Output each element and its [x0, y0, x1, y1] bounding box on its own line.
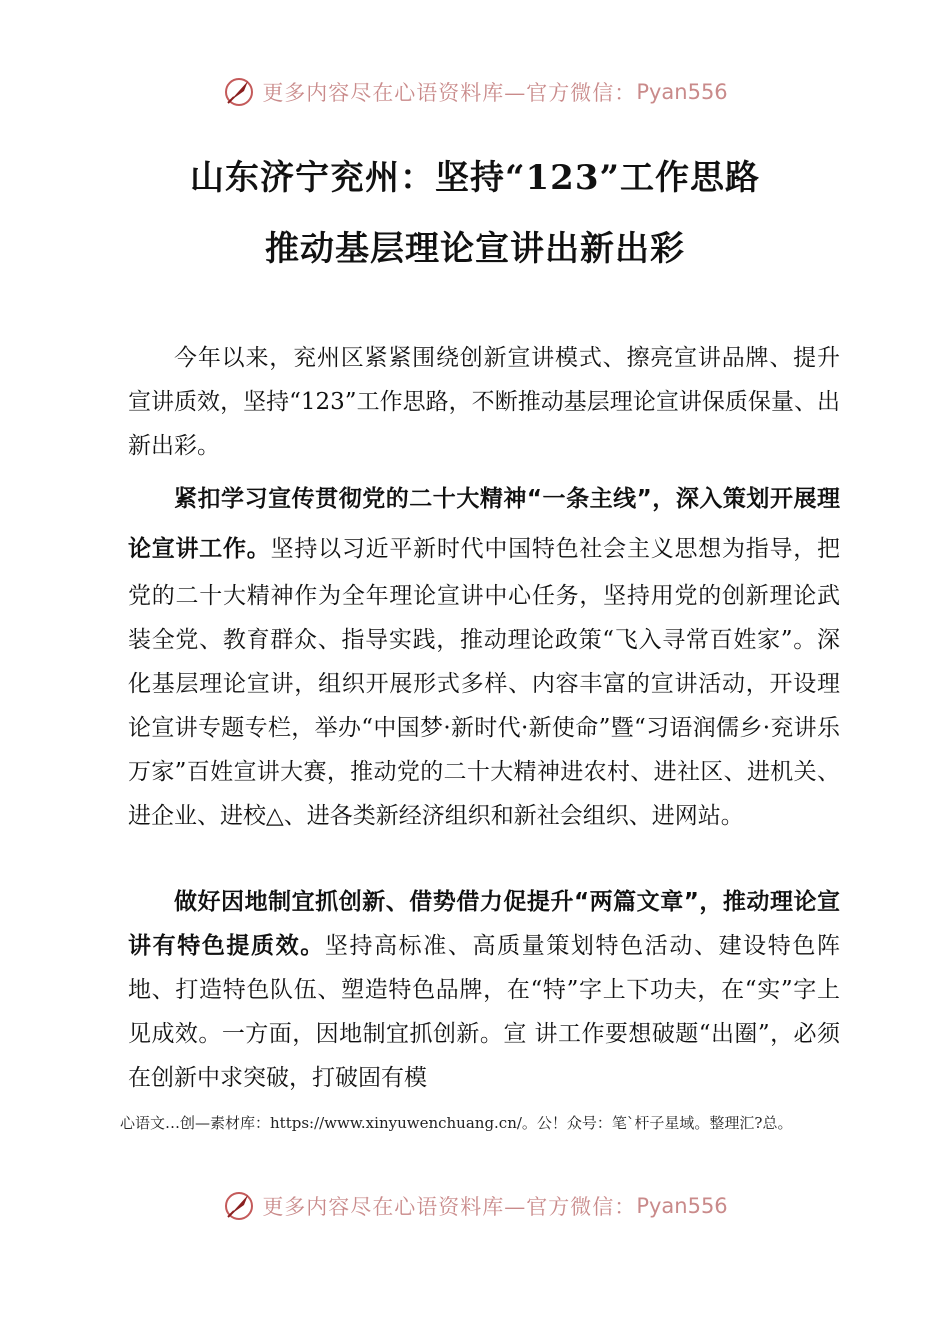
paragraph-intro: 今年以来，兖州区紧紧围绕创新宣讲模式、擦亮宣讲品牌、提升宣讲质效，坚持“123”工作思路，不断推动基层理论宣讲保质保量、出新出彩。 — [128, 345, 840, 459]
banner-text: 更多内容尽在心语资料库—官方微信： — [262, 81, 637, 105]
paragraph-main-line — [128, 474, 840, 838]
quill-logo-icon — [222, 75, 256, 109]
page-title-line1: 山东济宁兖州：坚持“123”工作思路 — [189, 158, 761, 198]
paragraph-two-articles-body: 坚持高标准、高质量策划特色活动、建设特色阵地、打造特色队伍、塑造特色品牌，在“特”字上下功夫，在“实”字上见成效。一方面，因地制宜抓创新。宣 讲工作要想破题“出圈”，必须在创新中求突破，打破固有模 — [128, 933, 841, 1091]
bottom-banner — [0, 1186, 950, 1226]
banner-wechat-id: Pyan556 — [636, 1194, 728, 1218]
top-banner — [0, 72, 950, 112]
banner-wechat-id: Pyan556 — [636, 80, 728, 104]
quill-logo-icon — [222, 1189, 256, 1223]
paragraph-two-articles — [128, 880, 840, 1100]
page-title-line2: 推动基层理论宣讲出新出彩 — [265, 229, 685, 269]
footer-note: 心语文…创—素材库：https://www.xinyuwenchuang.cn/。公！众号：笔`杆子星域。整理汇?总。 — [120, 1114, 793, 1132]
paragraph-main-line-body: 坚持以习近平新时代中国特色社会主义思想为指导，把党的二十大精神作为全年理论宣讲中心任务，坚持用党的创新理论武装全党、教育群众、指导实践，推动理论政策“飞入寻常百姓家”。深化基层理论宣讲，组织开展形式多样、内容丰富的宣讲活动，开设理论宣讲专题专栏，举办“中国梦·新时代·新使命”暨“习语润儒乡·兖讲乐万家”百姓宣讲大赛，推动党的二十大精神进农村、进社区、进机关、进企业、进校△、进各类新经济组织和新社会组织、进网站。 — [128, 536, 841, 829]
paragraph-main-line-heading: 紧扣学习宣传贯彻党的二十大精神“一条主线”，深入策划开展理论宣讲工作。 — [128, 486, 840, 562]
banner-text: 更多内容尽在心语资料库—官方微信： — [262, 1195, 637, 1219]
paragraph-two-articles-heading: 做好因地制宜抓创新、借势借力促提升“两篇文章”，推动理论宣讲有特色提质效。 — [128, 889, 840, 959]
